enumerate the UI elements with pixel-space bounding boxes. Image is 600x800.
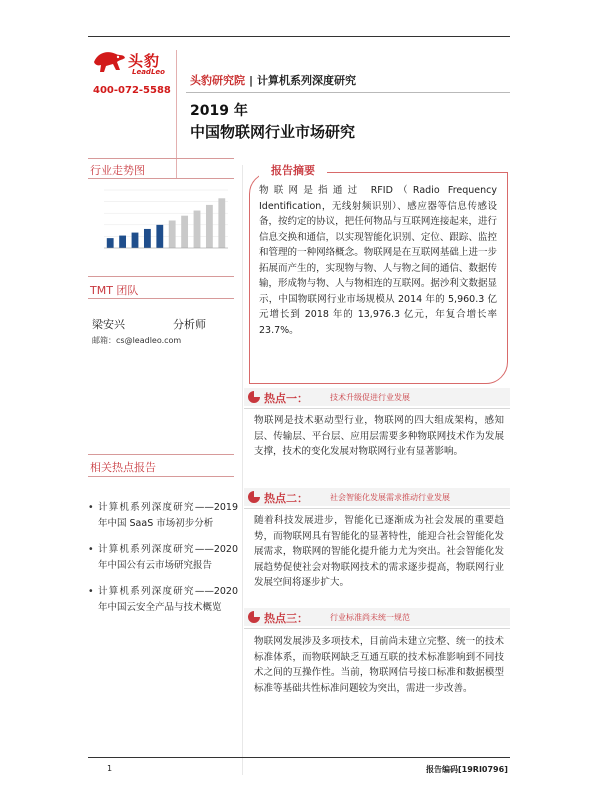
related-report-item[interactable]: • 计算机系列深度研究——2020 年中国云安全产品与技术概览 — [90, 584, 238, 616]
hotpoint-label: 热点一： — [264, 392, 308, 405]
related-rule — [88, 476, 234, 477]
team-heading: TMT 团队 — [90, 284, 139, 297]
hotpoint-text: 随着科技发展进步，智能化已逐渐成为社会发展的重要趋势，而物联网具有智能化的显著特性，能迎合社会智能化发展需求，物联网的智能化提升能力尤为突出。社会智能化发展趋势促使社会对物联网技术的需求逐步提高，物联网行业发展空间将逐步扩大。 — [254, 515, 504, 588]
hotpoint-subtitle: 技术升级促进行业发展 — [330, 393, 410, 402]
summary-text: 物联网是指通过 RFID（Radio Frequency Identification，无线射频识别）、感应器等信息传感设备，按约定的协议，把任何物品与互联网连接起来，进行信息交换和通信，以实现智能化识别、定位、跟踪、监控和管理的一种网络概念。物联网是在互联网基础上进一步拓展而产生的，实现物与物、人与物之间的通信、数据传输，形成物与物、人与物相连的互联网。据沙利文数据显示，中国物联网行业市场规模从 2014 年的 5,960.3 亿元增长到 2018 年的 13,976.3 亿元，年复合增长率 23.7%。 — [259, 185, 497, 336]
report-code: 报告编码[19RI0796] — [426, 765, 508, 774]
pie-icon — [248, 611, 260, 623]
hotpoint-rule — [244, 408, 510, 409]
logo — [92, 48, 172, 82]
chart-bar — [107, 238, 114, 248]
chart-bar — [194, 211, 201, 248]
chart-bars — [104, 198, 228, 248]
team-rule — [88, 298, 234, 299]
trend-chart — [90, 184, 232, 264]
chart-bar — [132, 233, 139, 248]
pie-icon — [248, 391, 260, 403]
hotpoint-subtitle: 行业标准尚未统一规范 — [330, 613, 410, 622]
hotpoint-rule — [244, 628, 510, 629]
footer-rule — [88, 757, 510, 758]
chart-bar — [144, 229, 151, 248]
analyst-role: 分析师 — [173, 318, 206, 331]
series-line — [190, 72, 356, 88]
related-report-item[interactable]: • 计算机系列深度研究——2020 年中国公有云市场研究报告 — [90, 542, 238, 574]
hotpoint-label: 热点二： — [264, 492, 308, 505]
report-title: 中国物联网行业市场研究 — [190, 123, 356, 141]
hotpoint-3-header — [244, 606, 510, 628]
column-divider — [242, 165, 243, 775]
hotpoint-1-header — [244, 386, 510, 408]
pie-icon — [248, 491, 260, 503]
series-name: 计算机系列深度研究 — [257, 74, 357, 87]
hotpoint-text: 物联网发展涉及多项技术，目前尚未建立完整、统一的技术标准体系，而物联网缺乏互通互联的技术标准影响到不同技术之间的互操作性。当前，物联网信号接口标准和数据模型标准等基础共性标准问题较为突出，需进一步改善。 — [254, 636, 504, 694]
page-number: 1 — [107, 764, 113, 773]
team-rule-top — [88, 276, 234, 277]
hotpoint-subtitle: 社会智能化发展需求推动行业发展 — [330, 493, 450, 502]
summary-title: 报告摘要 — [259, 162, 327, 178]
chart-bar — [218, 198, 225, 248]
logo-en-text: LeadLeo — [132, 68, 165, 76]
chart-bar — [206, 205, 213, 248]
logo-cn-text: 头豹 — [128, 52, 161, 70]
chart-bar — [119, 236, 126, 248]
top-rule — [88, 36, 510, 37]
report-year: 2019 年 — [190, 103, 248, 119]
series-separator: | — [249, 74, 254, 87]
related-heading: 相关热点报告 — [90, 461, 156, 474]
related-report-list — [90, 500, 238, 626]
trend-heading: 行业走势图 — [90, 164, 145, 177]
sidebar-rule-top — [88, 158, 234, 159]
chart-bar — [156, 225, 163, 248]
related-rule-top — [88, 454, 234, 455]
hotpoint-rule — [244, 508, 510, 509]
related-report-item[interactable]: • 计算机系列深度研究——2019 年中国 SaaS 市场初步分析 — [90, 500, 238, 532]
phone-number: 400-072-5588 — [93, 85, 171, 96]
hotpoint-2-header — [244, 486, 510, 508]
leopard-logo-icon — [92, 48, 126, 76]
chart-bar — [169, 220, 176, 248]
trend-rule — [88, 178, 234, 179]
hotpoint-text: 物联网是技术驱动型行业，物联网的四大组成架构，感知层、传输层、平台层、应用层需要多种物联网技术作为发展支撑，技术的变化发展对物联网行业有显著影响。 — [254, 415, 504, 457]
hotpoint-label: 热点三： — [264, 612, 308, 625]
analyst-name: 梁安兴 — [92, 318, 125, 331]
institute-name: 头豹研究院 — [190, 74, 245, 87]
analyst-email[interactable]: 邮箱：cs@leadleo.com — [92, 336, 182, 345]
chart-bar — [181, 216, 188, 248]
series-rule — [186, 92, 510, 93]
